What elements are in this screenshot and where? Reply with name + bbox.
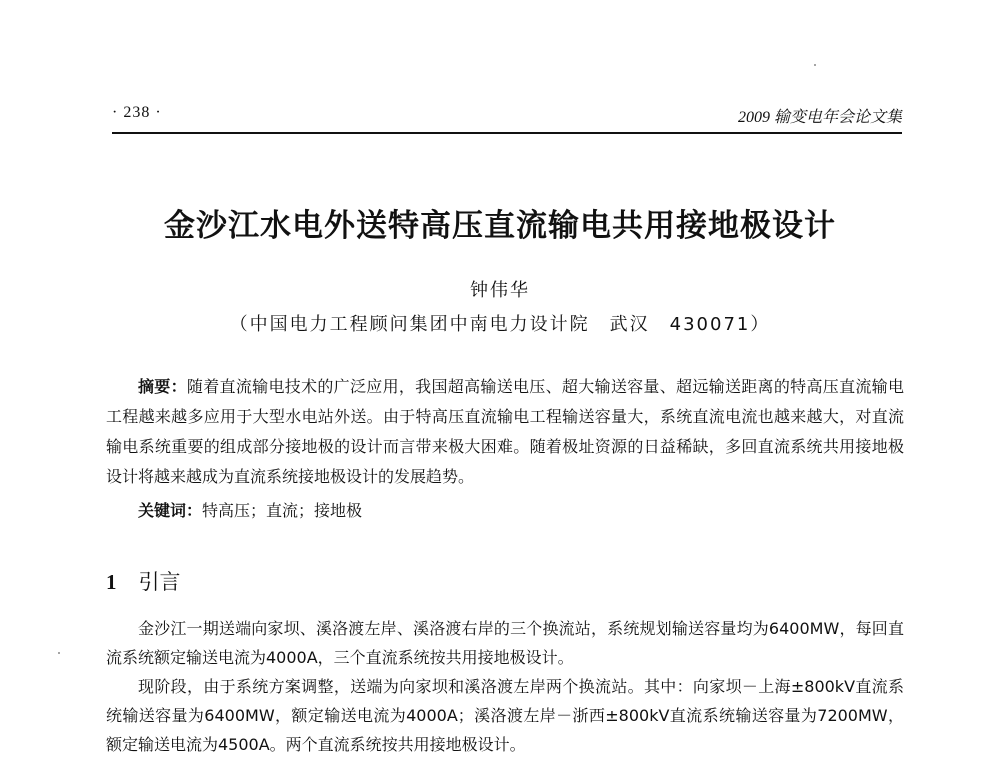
keywords-text: 特高压；直流；接地极 bbox=[202, 501, 363, 520]
running-header bbox=[112, 104, 902, 130]
keywords-label: 关键词： bbox=[138, 501, 203, 520]
body-text bbox=[106, 614, 904, 759]
abstract bbox=[106, 372, 904, 492]
section-title: 引言 bbox=[138, 570, 181, 594]
scan-speck bbox=[814, 64, 816, 66]
author-affiliation: （中国电力工程顾问集团中南电力设计院 武汉 430071） bbox=[229, 314, 771, 335]
keywords bbox=[138, 498, 362, 521]
abstract-label: 摘要： bbox=[138, 377, 187, 396]
paper-title: 金沙江水电外送特高压直流输电共用接地极设计 bbox=[164, 208, 836, 244]
abstract-paragraph bbox=[106, 372, 904, 492]
scan-speck bbox=[58, 652, 60, 654]
header-rule bbox=[112, 132, 902, 134]
body-paragraph: 金沙江一期送端向家坝、溪洛渡左岸、溪洛渡右岸的三个换流站，系统规划输送容量均为6400MW，每回直流系统额定输送电流为4000A，三个直流系统按共用接地极设计。 bbox=[106, 619, 904, 667]
page-number: · 238 · bbox=[112, 104, 162, 121]
section-number: 1 bbox=[106, 570, 117, 594]
journal-name: 2009 输变电年会论文集 bbox=[737, 109, 902, 126]
abstract-text: 随着直流输电技术的广泛应用，我国超高输送电压、超大输送容量、超远输送距离的特高压直流输电工程越来越多应用于大型水电站外送。由于特高压直流输电工程输送容量大，系统直流电流也越来越大，对直流输电系统重要的组成部分接地极的设计而言带来极大困难。随着极址资源的日益稀缺，多回直流系统共用接地极设计将越来越成为直流系统接地极设计的发展趋势。 bbox=[106, 377, 904, 486]
author-name: 钟伟华 bbox=[470, 280, 530, 301]
body-paragraph: 现阶段，由于系统方案调整，送端为向家坝和溪洛渡左岸两个换流站。其中：向家坝－上海±800kV直流系统输送容量为6400MW，额定输送电流为4000A；溪洛渡左岸－浙西±800kV直流系统输送容量为7200MW，额定输送电流为4500A。两个直流系统按共用接地极设计。 bbox=[106, 677, 904, 754]
section-heading bbox=[106, 566, 181, 596]
